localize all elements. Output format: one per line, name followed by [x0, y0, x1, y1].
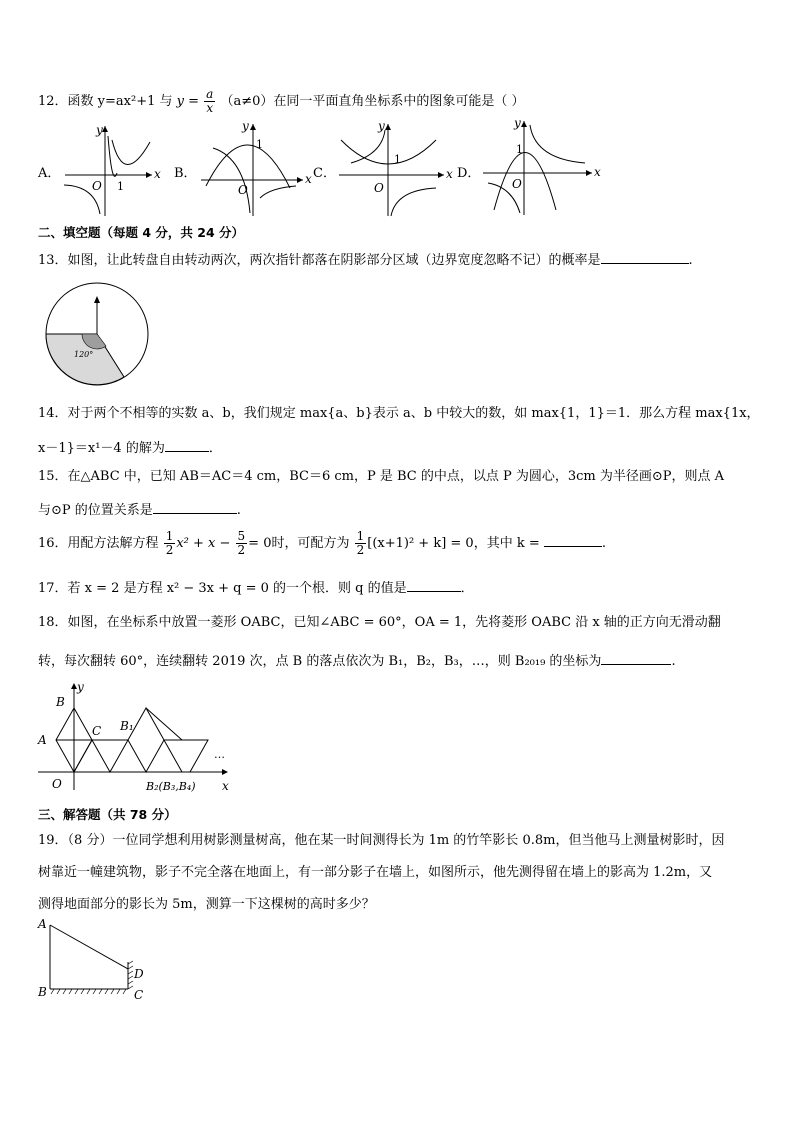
- question-12-stem: 12．函数 y=ax²+1 与 y = $\frac{a}{x}$ （a≠0）在同一平面直角坐标系中的图象可能是（ ）: [38, 87, 525, 115]
- answer-blank-18: [601, 650, 671, 665]
- question-14-line-2: x－1}＝x¹－4 的解为 ．: [38, 437, 222, 458]
- svg-text:x: x: [446, 167, 453, 181]
- svg-text:C: C: [134, 988, 144, 1002]
- svg-text:B: B: [56, 695, 65, 709]
- option-b-graph: [198, 118, 313, 218]
- svg-text:B: B: [38, 985, 47, 999]
- svg-text:y: y: [514, 116, 521, 130]
- question-16-stem: 16．用配方法解方程 $\frac{1}{2}$ x² + x − $\frac{5}{2}$ = 0时，可配方为 $\frac{1}{2}$ [(x+1)² + k] = 0，其中 k = .: [38, 529, 607, 557]
- question-18-line-2: 转，每次翻转 60°，连续翻转 2019 次，点 B 的落点依次为 B₁，B₂，B₃，…，则 B₂₀₁₉ 的坐标为 .: [38, 650, 676, 671]
- section-2-heading: 二、填空题（每题 4 分，共 24 分）: [38, 225, 245, 240]
- svg-text:O: O: [512, 177, 522, 191]
- svg-text:A: A: [38, 733, 47, 747]
- svg-text:y: y: [77, 680, 84, 694]
- svg-text:y: y: [378, 119, 385, 133]
- option-c-graph: [336, 118, 451, 218]
- question-14-line-1: 14．对于两个不相等的实数 a、b，我们规定 max{a、b}表示 a、b 中较大的数，如 max{1，1}＝1．那么方程 max{1x，: [38, 406, 760, 421]
- option-d-graph: [480, 115, 600, 220]
- rhombus-rolling-figure: [34, 680, 239, 800]
- option-c-label: C．: [313, 166, 336, 181]
- svg-text:O: O: [374, 181, 384, 195]
- question-19-line-3: 测得地面部分的影长为 5m，测算一下这棵树的高时多少？: [38, 897, 375, 912]
- answer-blank-17: [407, 577, 461, 592]
- question-17-stem: 17．若 x = 2 是方程 x² − 3x + q = 0 的一个根．则 q 的值是 ．: [38, 577, 474, 598]
- option-a-graph: [60, 118, 165, 218]
- svg-text:1: 1: [256, 138, 263, 151]
- svg-text:A: A: [38, 917, 47, 931]
- svg-text:120°: 120°: [74, 350, 94, 359]
- section-3-heading: 三、解答题（共 78 分）: [38, 807, 177, 822]
- svg-text:x: x: [222, 779, 229, 793]
- answer-blank-15: [153, 499, 237, 514]
- option-b-label: B．: [174, 166, 197, 181]
- svg-text:x: x: [305, 172, 312, 186]
- q12-text-pre: 12．函数 y=ax²+1 与: [38, 94, 177, 109]
- option-a-label: A．: [38, 166, 61, 181]
- svg-text:1: 1: [117, 180, 124, 193]
- svg-text:B₂(B₃,B₄): B₂(B₃,B₄): [146, 780, 196, 793]
- answer-blank-13: [601, 249, 689, 264]
- answer-blank-14: [165, 437, 209, 452]
- svg-text:C: C: [92, 724, 102, 738]
- question-15-line-1: 15．在△ABC 中，已知 AB＝AC＝4 cm，BC＝6 cm，P 是 BC 的中点，以点 P 为圆心，3cm 为半径画⊙P，则点 A: [38, 469, 725, 484]
- option-d-label: D．: [457, 166, 481, 181]
- q12-text-post: （a≠0）在同一平面直角坐标系中的图象可能是（ ）: [220, 94, 525, 109]
- question-15-line-2: 与⊙P 的位置关系是 .: [38, 499, 241, 520]
- question-13-stem: 13．如图，让此转盘自由转动两次，两次指针都落在阴影部分区域（边界宽度忽略不记）的概率是 .: [38, 249, 693, 270]
- question-19-line-2: 树靠近一幢建筑物，影子不完全落在地面上，有一部分影子在墙上，如图所示，他先测得留在墙上的影高为 1.2m，又: [38, 865, 713, 880]
- svg-text:y: y: [96, 123, 103, 137]
- fraction-half-2: $\frac{1}{2}$: [356, 529, 365, 557]
- svg-text:O: O: [238, 183, 248, 197]
- svg-text:O: O: [52, 777, 62, 791]
- fraction-five-halves: $\frac{5}{2}$: [237, 529, 246, 557]
- svg-text:1: 1: [516, 143, 523, 156]
- q12-fraction: $\frac{a}{x}$: [206, 87, 214, 115]
- question-19-line-1: 19．（8 分）一位同学想利用树影测量树高，他在某一时间测得长为 1m 的竹竿影长 0.8m，但当他马上测量树影时，因: [38, 833, 725, 848]
- question-18-line-1: 18．如图，在坐标系中放置一菱形 OABC，已知∠ABC = 60°，OA = 1，先将菱形 OABC 沿 x 轴的正方向无滑动翻: [38, 615, 721, 630]
- svg-text:x: x: [594, 165, 601, 179]
- svg-text:D: D: [134, 967, 144, 981]
- svg-text:O: O: [92, 179, 102, 193]
- spinner-figure: [44, 281, 154, 389]
- answer-blank-16: [544, 532, 602, 547]
- tree-shadow-figure: [36, 916, 156, 1006]
- svg-text:B₁: B₁: [120, 719, 134, 733]
- svg-text:1: 1: [394, 153, 401, 166]
- svg-text:…: …: [214, 748, 225, 761]
- fraction-half: $\frac{1}{2}$: [165, 529, 174, 557]
- svg-text:x: x: [154, 167, 161, 181]
- svg-text:y: y: [242, 119, 249, 133]
